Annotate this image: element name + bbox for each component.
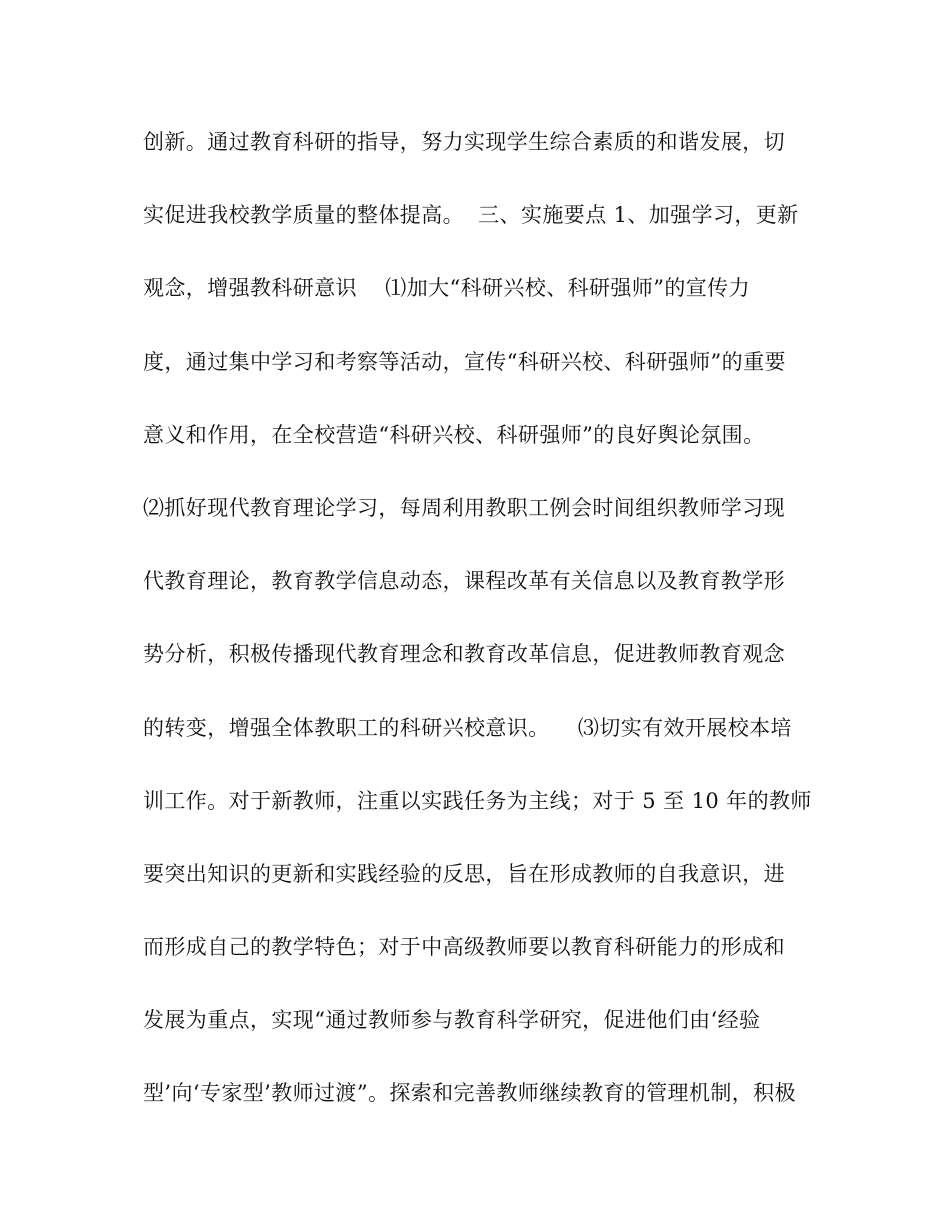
text-line: 代教育理论，教育教学信息动态，课程改革有关信息以及教育教学形 [143, 569, 785, 594]
text-line: 型’向‘专家型’教师过渡”。探索和完善教师继续教育的管理机制，积极 [143, 1081, 796, 1106]
text-line: 训工作。对于新教师，注重以实践任务为主线；对于 5 至 10 年的教师 [143, 788, 812, 813]
text-line: ⑵抓好现代教育理论学习，每周利用教职工例会时间组织教师学习现 [143, 495, 785, 520]
body-text [143, 122, 823, 1147]
text-line: 而形成自己的教学特色；对于中高级教师要以教育科研能力的形成和 [143, 935, 785, 960]
text-line: 观念，增强教科研意识 ⑴加大“科研兴校、科研强师”的宣传力 [143, 276, 750, 301]
text-line: 度，通过集中学习和考察等活动，宣传“科研兴校、科研强师”的重要 [143, 349, 786, 374]
text-line: 的转变，增强全体教职工的科研兴校意识。 ⑶切实有效开展校本培 [143, 715, 792, 740]
text-line: 发展为重点，实现“通过教师参与教育科学研究，促进他们由‘经验 [143, 1008, 761, 1033]
text-line: 势分析，积极传播现代教育理念和教育改革信息，促进教师教育观念 [143, 642, 785, 667]
text-line: 实促进我校教学质量的整体提高。 三、实施要点 1、加强学习，更新 [143, 203, 799, 228]
text-line: 意义和作用，在全校营造“科研兴校、科研强师”的良好舆论氛围。 [143, 422, 765, 447]
text-line: 创新。通过教育科研的指导，努力实现学生综合素质的和谐发展，切 [143, 130, 785, 154]
text-line: 要突出知识的更新和实践经验的反思，旨在形成教师的自我意识，进 [143, 861, 785, 886]
